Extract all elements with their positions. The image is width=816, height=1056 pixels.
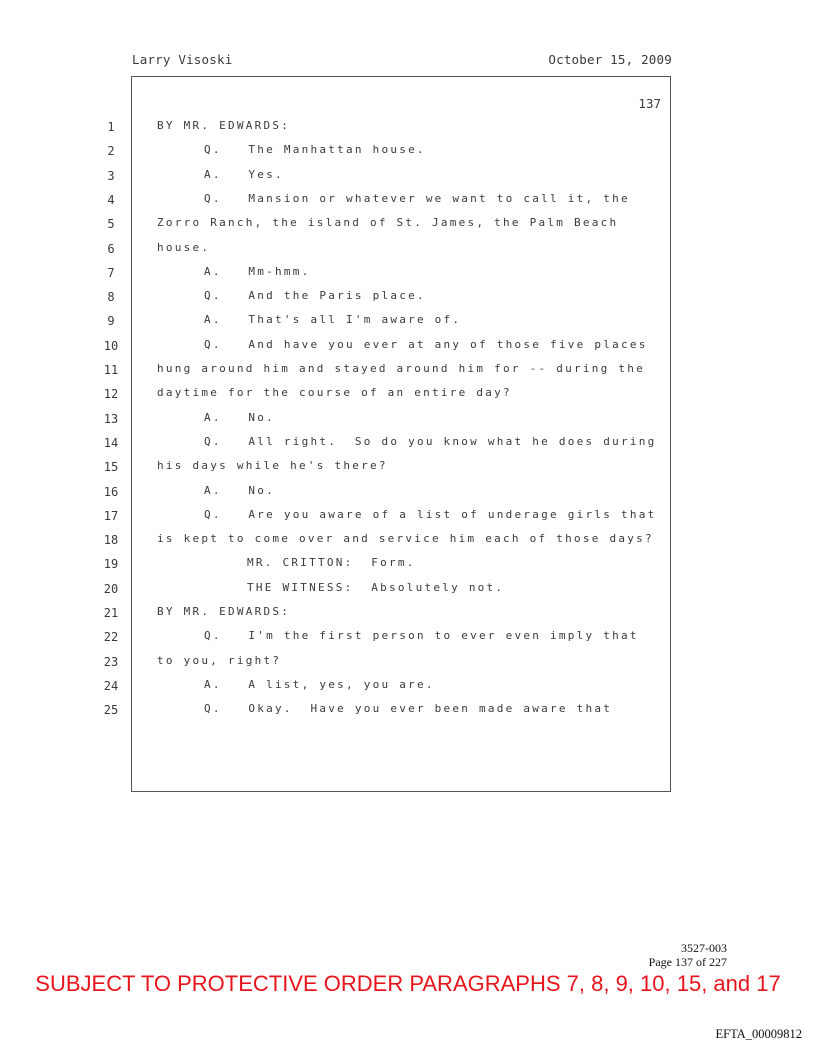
transcript-line: house. (157, 240, 211, 254)
protective-order-notice: SUBJECT TO PROTECTIVE ORDER PARAGRAPHS 7, 8, 9, 10, 15, and 17 (35, 971, 781, 996)
footer-ids (649, 941, 727, 969)
transcript-line: A. That's all I'm aware of. (204, 313, 462, 327)
transcript-line: Zorro Ranch, the island of St. James, the Palm Beach (157, 216, 619, 230)
line-number: 9 (107, 314, 115, 329)
line-number: 8 (107, 290, 115, 305)
transcript-line: is kept to come over and service him each of those days? (157, 532, 654, 546)
line-number: 25 (103, 703, 119, 718)
line-number: 11 (103, 363, 119, 377)
transcript-line: A. Mm-hmm. (204, 264, 311, 278)
transcript-line: A. A list, yes, you are. (204, 677, 435, 691)
transcript-line: Q. The Manhattan house. (204, 143, 426, 157)
line-number: 24 (103, 678, 119, 693)
line-number: 2 (107, 144, 115, 159)
transcript-line: A. Yes. (204, 167, 284, 181)
transcript-line: Q. All right. So do you know what he does during (204, 434, 657, 448)
header-date: October 15, 2009 (548, 52, 672, 67)
line-number: 7 (107, 265, 115, 280)
line-number: 3 (107, 168, 115, 183)
transcript-line: Q. Are you aware of a list of underage girls that (204, 507, 657, 521)
transcript-line: daytime for the course of an entire day? (157, 386, 512, 400)
transcript-line: BY MR. EDWARDS: (157, 605, 291, 618)
case-id: 3527-003 (681, 941, 727, 955)
line-number: 6 (107, 241, 115, 256)
line-number: 20 (103, 581, 119, 596)
transcript-line: A. No. (204, 410, 275, 424)
line-number: 4 (107, 192, 115, 207)
line-number: 16 (103, 484, 119, 499)
transcript-line: THE WITNESS: Absolutely not. (247, 580, 505, 594)
line-number: 22 (103, 630, 119, 645)
page-of-total: Page 137 of 227 (648, 955, 727, 969)
line-number: 13 (103, 411, 119, 426)
transcript-line: Q. Okay. Have you ever been made aware that (204, 702, 613, 716)
transcript-line: hung around him and stayed around him for -- during the (157, 362, 645, 375)
transcript-line: Q. And the Paris place. (204, 289, 426, 303)
transcript-line: Q. I'm the first person to ever even imply that (204, 629, 639, 643)
transcript-line: BY MR. EDWARDS: (157, 119, 291, 132)
transcript-line: Q. And have you ever at any of those five places (204, 337, 648, 351)
line-number: 17 (103, 508, 119, 523)
line-number: 12 (103, 387, 119, 402)
page-number: 137 (638, 96, 661, 111)
line-number: 5 (107, 217, 115, 232)
line-number: 14 (103, 435, 119, 450)
line-number: 21 (103, 606, 119, 620)
line-number: 10 (103, 338, 119, 353)
line-number: 15 (103, 460, 119, 475)
line-number: 23 (103, 654, 119, 669)
line-number: 19 (103, 557, 119, 572)
transcript-line: his days while he's there? (157, 459, 388, 473)
bates-number: EFTA_00009812 (715, 1027, 802, 1041)
line-number: 18 (103, 533, 119, 548)
line-number: 1 (107, 120, 115, 134)
transcript-line: to you, right? (157, 653, 282, 667)
transcript-line: Q. Mansion or whatever we want to call it, the (204, 191, 630, 205)
transcript-line: MR. CRITTON: Form. (247, 556, 416, 570)
header-deponent: Larry Visoski (132, 52, 233, 67)
transcript-line: A. No. (204, 483, 275, 497)
